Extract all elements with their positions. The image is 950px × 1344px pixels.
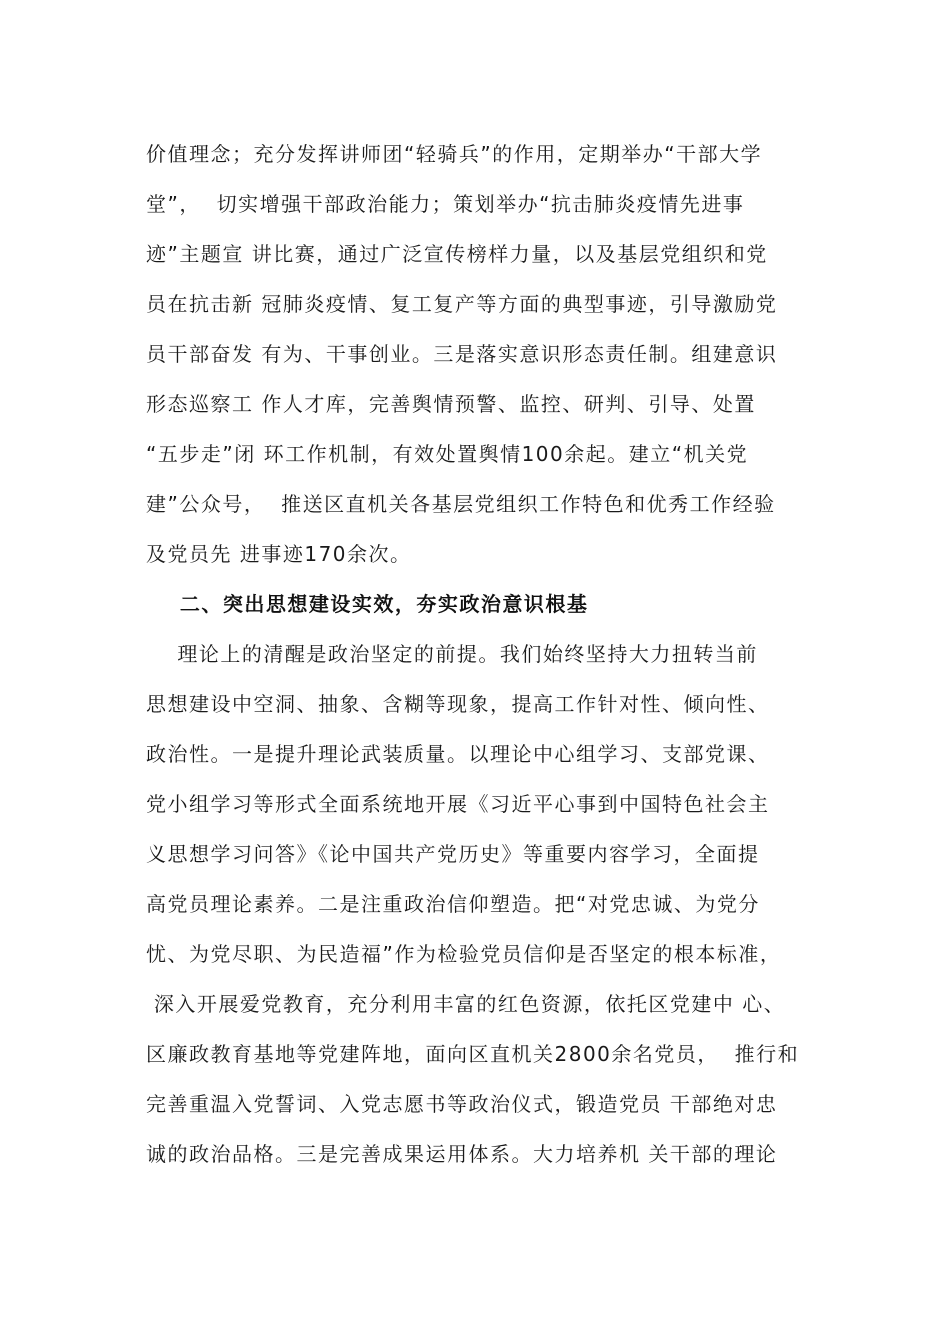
paragraph-continued [146, 129, 826, 579]
section-heading: 二、突出思想建设实效，夯实政治意识根基 [146, 592, 589, 616]
text-line: 党小组学习等形式全面系统地开展《习近平心事到中国特色社会主 [146, 792, 770, 816]
text-line: 迹”主题宣 讲比赛，通过广泛宣传榜样力量，以及基层党组织和党 [146, 242, 768, 266]
text-line: 价值理念；充分发挥讲师团“轻骑兵”的作用，定期举办“干部大学 [146, 142, 763, 166]
section-two [146, 579, 826, 1179]
text-line: 及党员先 进事迹170余次。 [146, 542, 412, 566]
text-line: 高党员理论素养。二是注重政治信仰塑造。把“对党忠诚、为党分 [146, 892, 760, 916]
text-line: 区廉政教育基地等党建阵地，面向区直机关2800余名党员， 推行和 [146, 1042, 800, 1066]
text-line: 政治性。一是提升理论武装质量。以理论中心组学习、支部党课、 [146, 742, 770, 766]
text-line: 完善重温入党誓词、入党志愿书等政治仪式，锻造党员 干部绝对忠 [146, 1092, 778, 1116]
text-line: 诚的政治品格。三是完善成果运用体系。大力培养机 关干部的理论 [146, 1142, 778, 1166]
text-line: 深入开展爱党教育，充分利用丰富的红色资源，依托区党建中 心、 [146, 992, 786, 1016]
text-line: “五步走”闭 环工作机制，有效处置舆情100余起。建立“机关党 [146, 442, 749, 466]
text-line: 义思想学习问答》《论中国共产党历史》等重要内容学习，全面提 [146, 842, 760, 866]
text-line: 堂”， 切实增强干部政治能力；策划举办“抗击肺炎疫情先进事 [146, 192, 745, 216]
text-line: 建”公众号， 推送区直机关各基层党组织工作特色和优秀工作经验 [146, 492, 776, 516]
text-line: 形态巡察工 作人才库，完善舆情预警、监控、研判、引导、处置 [146, 392, 756, 416]
text-line: 思想建设中空洞、抽象、含糊等现象，提高工作针对性、倾向性、 [146, 692, 770, 716]
text-line: 忧、为党尽职、为民造福”作为检验党员信仰是否坚定的根本标准， [146, 942, 782, 966]
text-line: 理论上的清醒是政治坚定的前提。我们始终坚持大力扭转当前 [146, 642, 758, 666]
text-line: 员在抗击新 冠肺炎疫情、复工复产等方面的典型事迹，引导激励党 [146, 292, 778, 316]
text-line: 员干部奋发 有为、干事创业。三是落实意识形态责任制。组建意识 [146, 342, 778, 366]
